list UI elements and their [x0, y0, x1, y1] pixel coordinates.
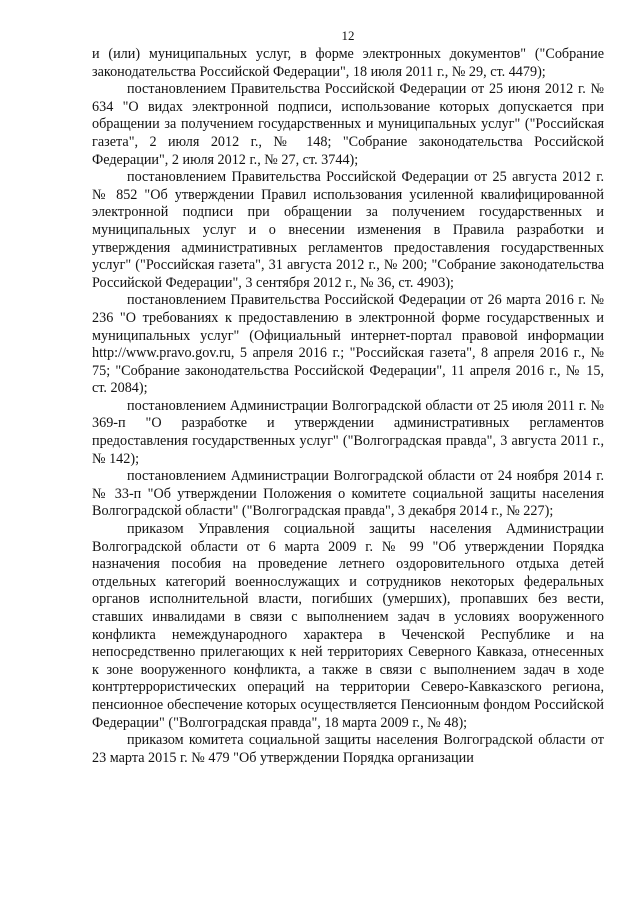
paragraph-order-99: приказом Управления социальной защиты населения Администрации Волгоградской области от 6 марта 2009 г. № 99 "Об утверждении Порядка назначения пособия на проведение летнего оздоровительного отдыха детей отдельных категорий военнослужащих и сотрудников некоторых федеральных органов исполнительной власти, погибших (умерших), пропавших без вести, ставших инвалидами в связи с выполнением задач в условиях вооруженного конфликта немеждународного характера в Чеченской Республике и на непосредственно прилегающих к ней территориях Северного Кавказа, отнесенных к зоне вооруженного конфликта, а также в связи с выполнением задач в ходе контртеррористических операций на территории Северо-Кавказского региона, пенсионное обеспечение которых осуществляется Пенсионным фондом Российской Федерации" ("Волгоградская правда", 18 марта 2009 г., № 48); — [92, 521, 604, 731]
paragraph-government-resolution-634: постановлением Правительства Российской Федерации от 25 июня 2012 г. № 634 "О видах электронной подписи, использование которых допускается при обращении за получением государственных и муниципальных услуг" ("Российская газета", 2 июля 2012 г., № 148; "Собрание законодательства Российской Федерации", 2 июля 2012 г., № 27, ст. 3744); — [92, 81, 604, 168]
document-page — [92, 28, 604, 767]
page-number: 12 — [341, 28, 355, 43]
paragraph-administration-resolution-369: постановлением Администрации Волгоградской области от 25 июля 2011 г. № 369-п "О разработке и утверждении административных регламентов предоставления государственных услуг" ("Волгоградская правда", 3 августа 2011 г., № 142); — [92, 397, 604, 467]
paragraph-order-479: приказом комитета социальной защиты населения Волгоградской области от 23 марта 2015 г. № 479 "Об утверждении Порядка организации — [92, 732, 604, 766]
paragraph-government-resolution-852: постановлением Правительства Российской Федерации от 25 августа 2012 г. № 852 "Об утверждении Правил использования усиленной квалифицированной электронной подписи при обращении за получением государственных и муниципальных услуг и о внесении изменения в Правила разработки и утверждения административных регламентов предоставления государственных услуг" ("Российская газета", 31 августа 2012 г., № 200; "Собрание законодательства Российской Федерации", 3 сентября 2012 г., № 36, ст. 4903); — [92, 169, 604, 291]
paragraph-government-resolution-236: постановлением Правительства Российской Федерации от 26 марта 2016 г. № 236 "О требованиях к предоставлению в электронной форме государственных и муниципальных услуг" (Официальный интернет-портал правовой информации http://www.pravo.gov.ru, 5 апреля 2016 г.; "Российская газета", 8 апреля 2016 г., № 75; "Собрание законодательства Российской Федерации", 11 апреля 2016 г., № 15, ст. 2084); — [92, 292, 604, 397]
paragraph-continuation: и (или) муниципальных услуг, в форме электронных документов" ("Собрание законодательства Российской Федерации", 18 июля 2011 г., № 29, ст. 4479); — [92, 46, 604, 80]
paragraph-administration-resolution-33: постановлением Администрации Волгоградской области от 24 ноября 2014 г. № 33-п "Об утверждении Положения о комитете социальной защиты населения Волгоградской области" ("Волгоградская правда", 3 декабря 2014 г., № 227); — [92, 468, 604, 520]
